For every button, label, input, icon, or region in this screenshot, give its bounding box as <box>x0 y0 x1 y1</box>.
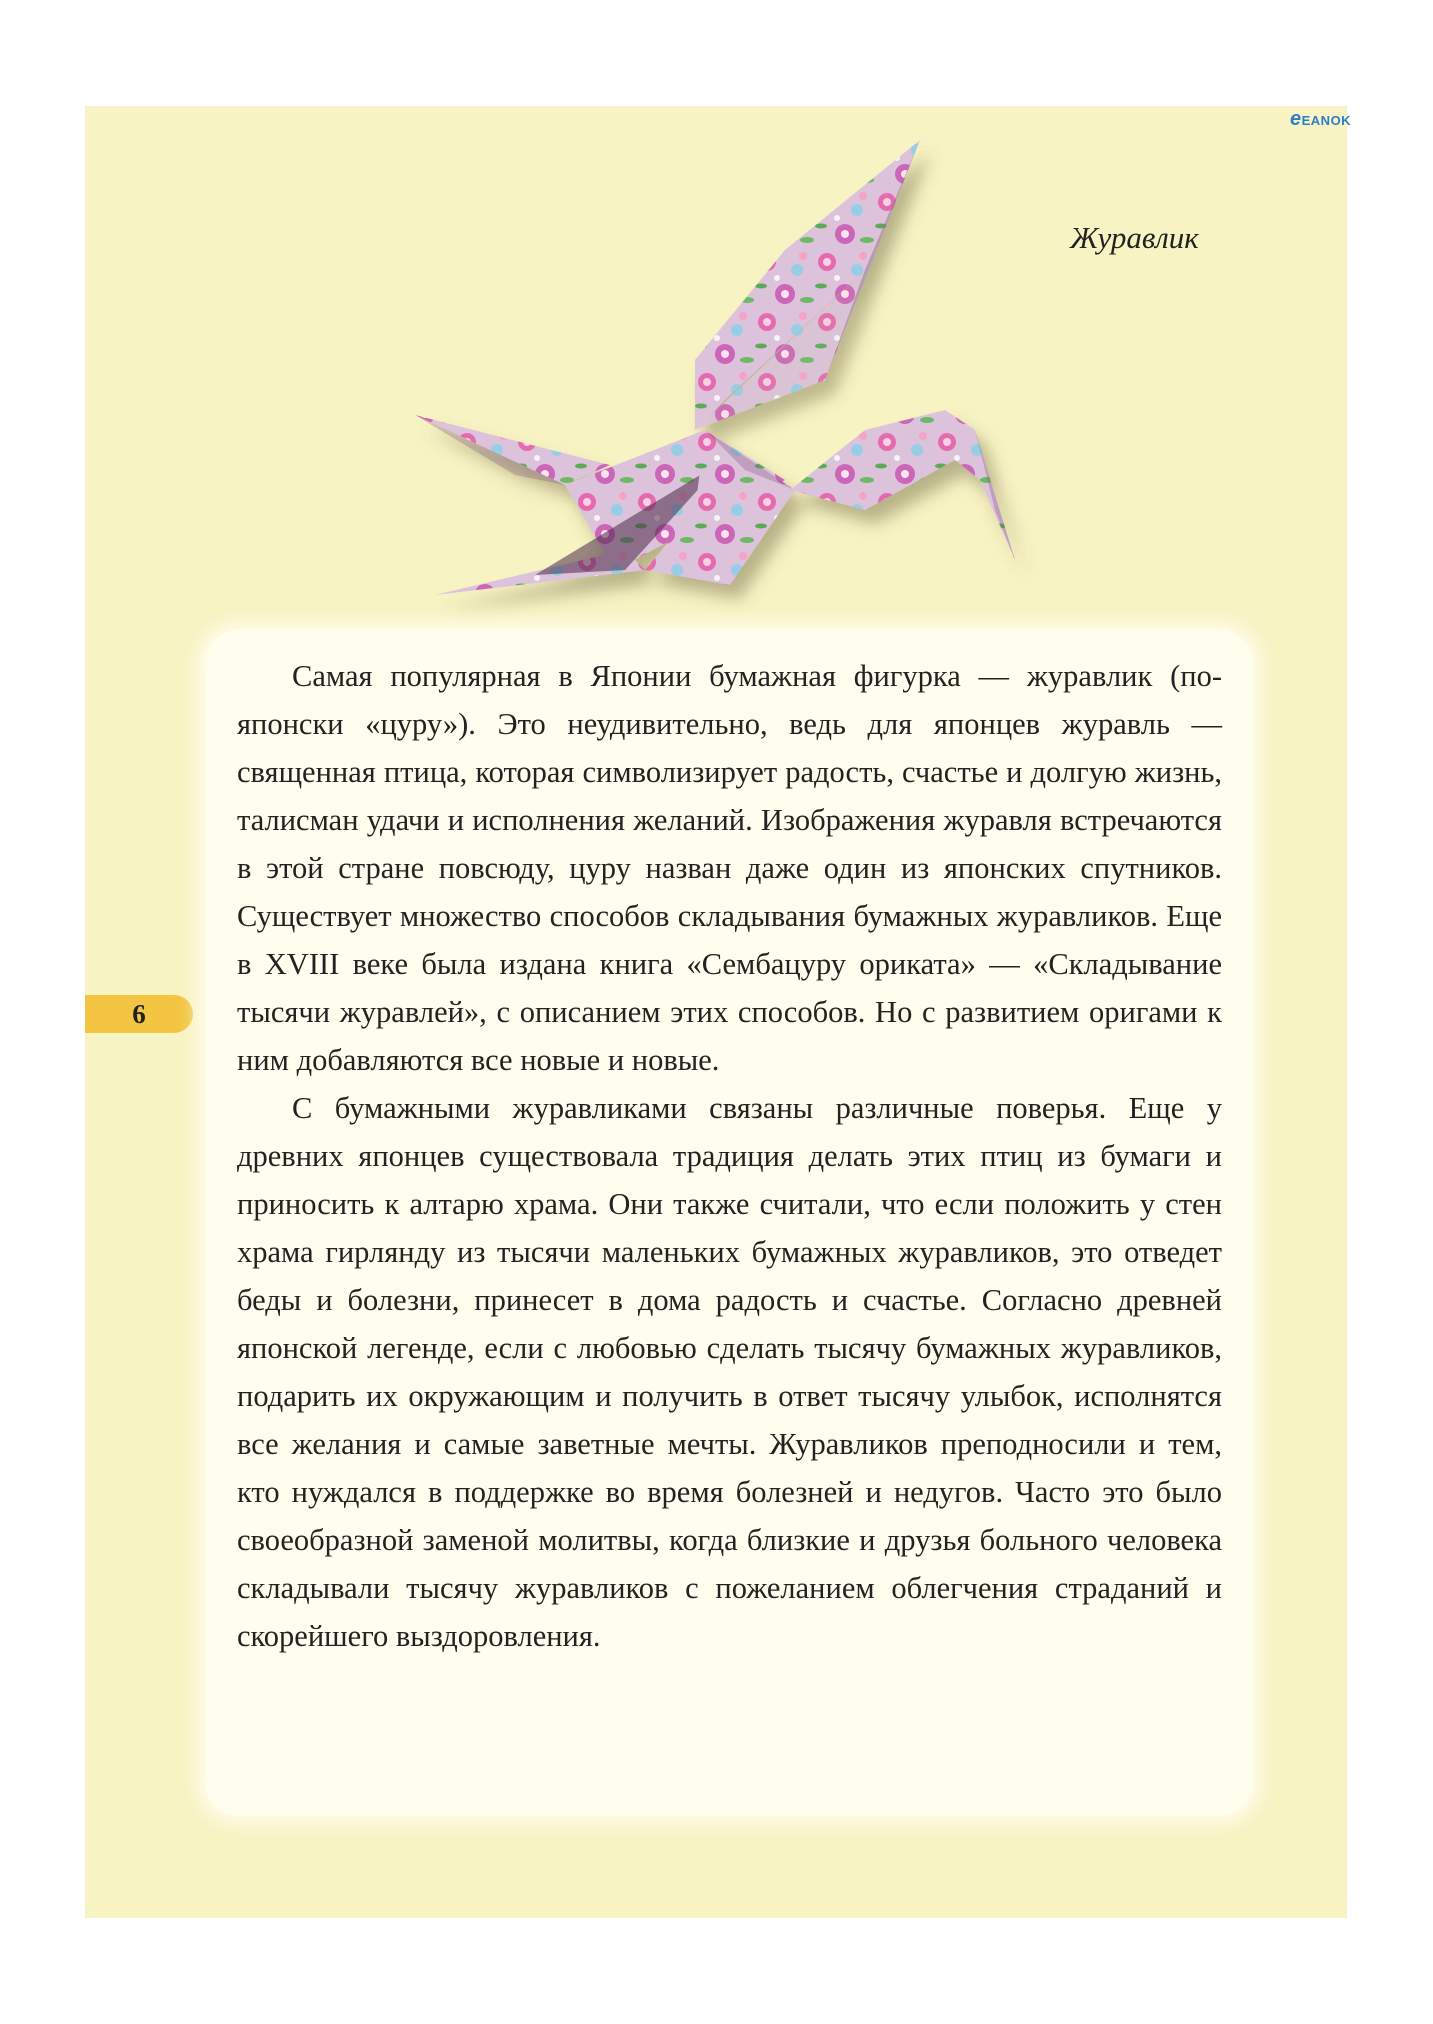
logo-name: EANOK <box>1301 113 1352 128</box>
image-caption: Журавлик <box>1070 220 1199 255</box>
paragraph: Самая популярная в Японии бумажная фигурка — журавлик (по-японски «цуру»). Это неудивительно, ведь для японцев журавль — священная птица, которая символизирует радость, счастье и долгую жизнь, талисман удачи и исполнения желаний. Изображения журавля встречаются в этой стране повсюду, цуру назван даже один из японских спутников. Существует множество способов складывания бумажных журавликов. Еще в XVIII веке была издана книга «Сембацуру ориката» — «Складывание тысячи журавлей», с описанием этих способов. Но с развитием оригами к ним добавляются все новые и новые. <box>237 659 1222 1077</box>
logo-letter: e <box>1290 108 1302 130</box>
origami-crane-illustration <box>395 130 1075 620</box>
publisher-logo <box>1290 108 1351 131</box>
crane-shape <box>415 140 1015 595</box>
page-number: 6 <box>85 995 193 1033</box>
text-panel <box>205 630 1253 1816</box>
paragraph: С бумажными журавликами связаны различные поверья. Еще у древних японцев существовала традиция делать этих птиц из бумаги и приносить к алтарю храма. Они также считали, что если положить у стен храма гирлянду из тысячи маленьких бумажных журавликов, это отведет беды и болезни, принесет в дома радость и счастье. Согласно древней японской легенде, если с любовью сделать тысячу бумажных журавликов, подарить их окружающим и получить в ответ тысячу улыбок, исполнятся все желания и самые заветные мечты. Журавликов преподносили и тем, кто нуждался в поддержке во время болезней и недугов. Часто это было своеобразной заменой молитвы, когда близкие и друзья больного человека складывали тысячу журавликов с пожеланием облегчения страданий и скорейшего выздоровления. <box>237 1091 1222 1653</box>
article-body <box>237 652 1222 1660</box>
